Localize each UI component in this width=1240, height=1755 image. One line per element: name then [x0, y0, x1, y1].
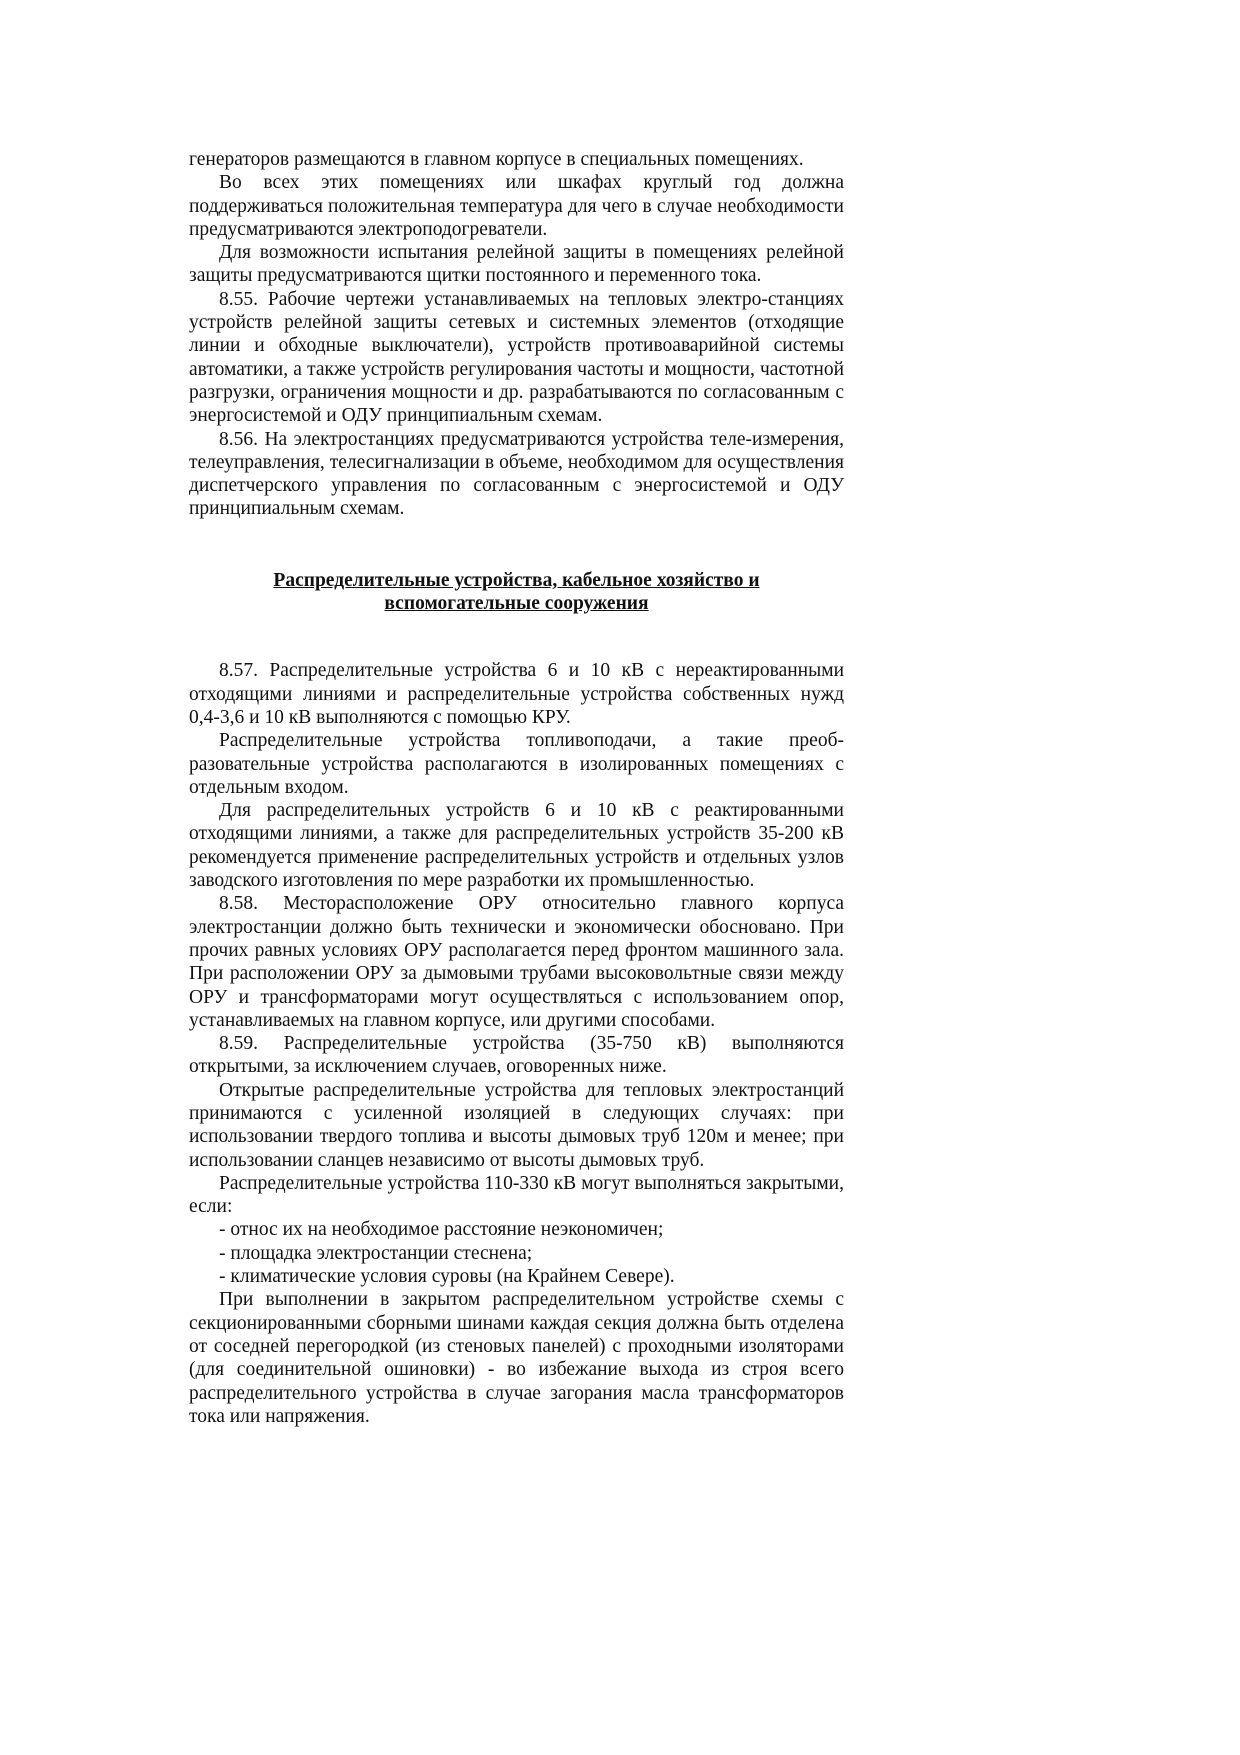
section-heading-line-2: вспомогательные сооружения: [384, 593, 649, 615]
paragraph: Для распределительных устройств 6 и 10 кВ с реактированными отходящими линиями, а также для распределительных устройств 35-200 кВ рекомендуется применение распределительных устройств и отдельных узлов заводского изготовления по мере разработки их промышленностью.: [189, 800, 844, 892]
document-page: [189, 148, 844, 1428]
section-heading-line-1: Распределительные устройства, кабельное хозяйство и: [273, 569, 760, 591]
list-item: - климатические условия суровы (на Крайнем Севере).: [219, 1266, 675, 1288]
paragraph: Распределительные устройства 110-330 кВ могут выполняться закрытыми, если:: [189, 1172, 844, 1218]
paragraph: Для возможности испытания релейной защиты в помещениях релейной защиты предусматриваются щитки постоянного и переменного тока.: [189, 242, 844, 287]
paragraph: Распределительные устройства топливоподачи, а такие преоб-разовательные устройства располагаются в изолированных помещениях с отдельным входом.: [189, 730, 844, 798]
paragraph-8-56: 8.56. На электростанциях предусматриваются устройства теле-измерения, телеуправления, телесигнализации в объеме, необходимом для осуществления диспетчерского управления по согласованным с энергосистемой и ОДУ принципиальным схемам.: [189, 428, 844, 520]
paragraph: Во всех этих помещениях или шкафах круглый год должна поддерживаться положительная температура для чего в случае необходимости предусматриваются электроподогреватели.: [189, 172, 844, 240]
paragraph-8-55: 8.55. Рабочие чертежи устанавливаемых на тепловых электро-станциях устройств релейной защиты сетевых и системных элементов (отходящие линии и обходные выключатели), устройств противоаварийной системы автоматики, а также устройств регулирования частоты и мощности, частотной разгрузки, ограничения мощности и др. разрабатываются по согласованным с энергосистемой и ОДУ принципиальным схемам.: [189, 288, 844, 427]
list-item: - относ их на необходимое расстояние неэкономичен;: [219, 1219, 664, 1241]
section-heading: [189, 569, 844, 616]
paragraph-8-57: 8.57. Распределительные устройства 6 и 10 кВ с нереактированными отходящими линиями и распределительные устройства собственных нужд 0,4-3,6 и 10 кВ выполняются с помощью КРУ.: [189, 660, 844, 728]
paragraph: Открытые распределительные устройства для тепловых электростанций принимаются с усиленной изоляцией в следующих случаях: при использовании твердого топлива и высоты дымовых труб 120м и менее; при использовании сланцев независимо от высоты дымовых труб.: [189, 1079, 844, 1171]
paragraph-8-58: 8.58. Месторасположение ОРУ относительно главного корпуса электростанции должно быть технически и экономически обосновано. При прочих равных условиях ОРУ располагается перед фронтом машинного зала. При расположении ОРУ за дымовыми трубами высоковольтные связи между ОРУ и трансформаторами могут осуществляться с использованием опор, устанавливаемых на главном корпусе, или другими способами.: [189, 893, 844, 1031]
paragraph-8-59: 8.59. Распределительные устройства (35-750 кВ) выполняются открытыми, за исключением случаев, оговоренных ниже.: [189, 1033, 844, 1078]
paragraph: При выполнении в закрытом распределительном устройстве схемы с секционированными сборными шинами каждая секция должна быть отделена от соседней перегородкой (из стеновых панелей) с проходными изоляторами (для соединительной ошиновки) - во избежание выхода из строя всего распределительного устройства в случае загорания масла трансформаторов тока или напряжения.: [189, 1289, 844, 1427]
list-item: - площадка электростанции стеснена;: [219, 1242, 533, 1264]
paragraph: генераторов размещаются в главном корпусе в специальных помещениях.: [189, 149, 804, 170]
